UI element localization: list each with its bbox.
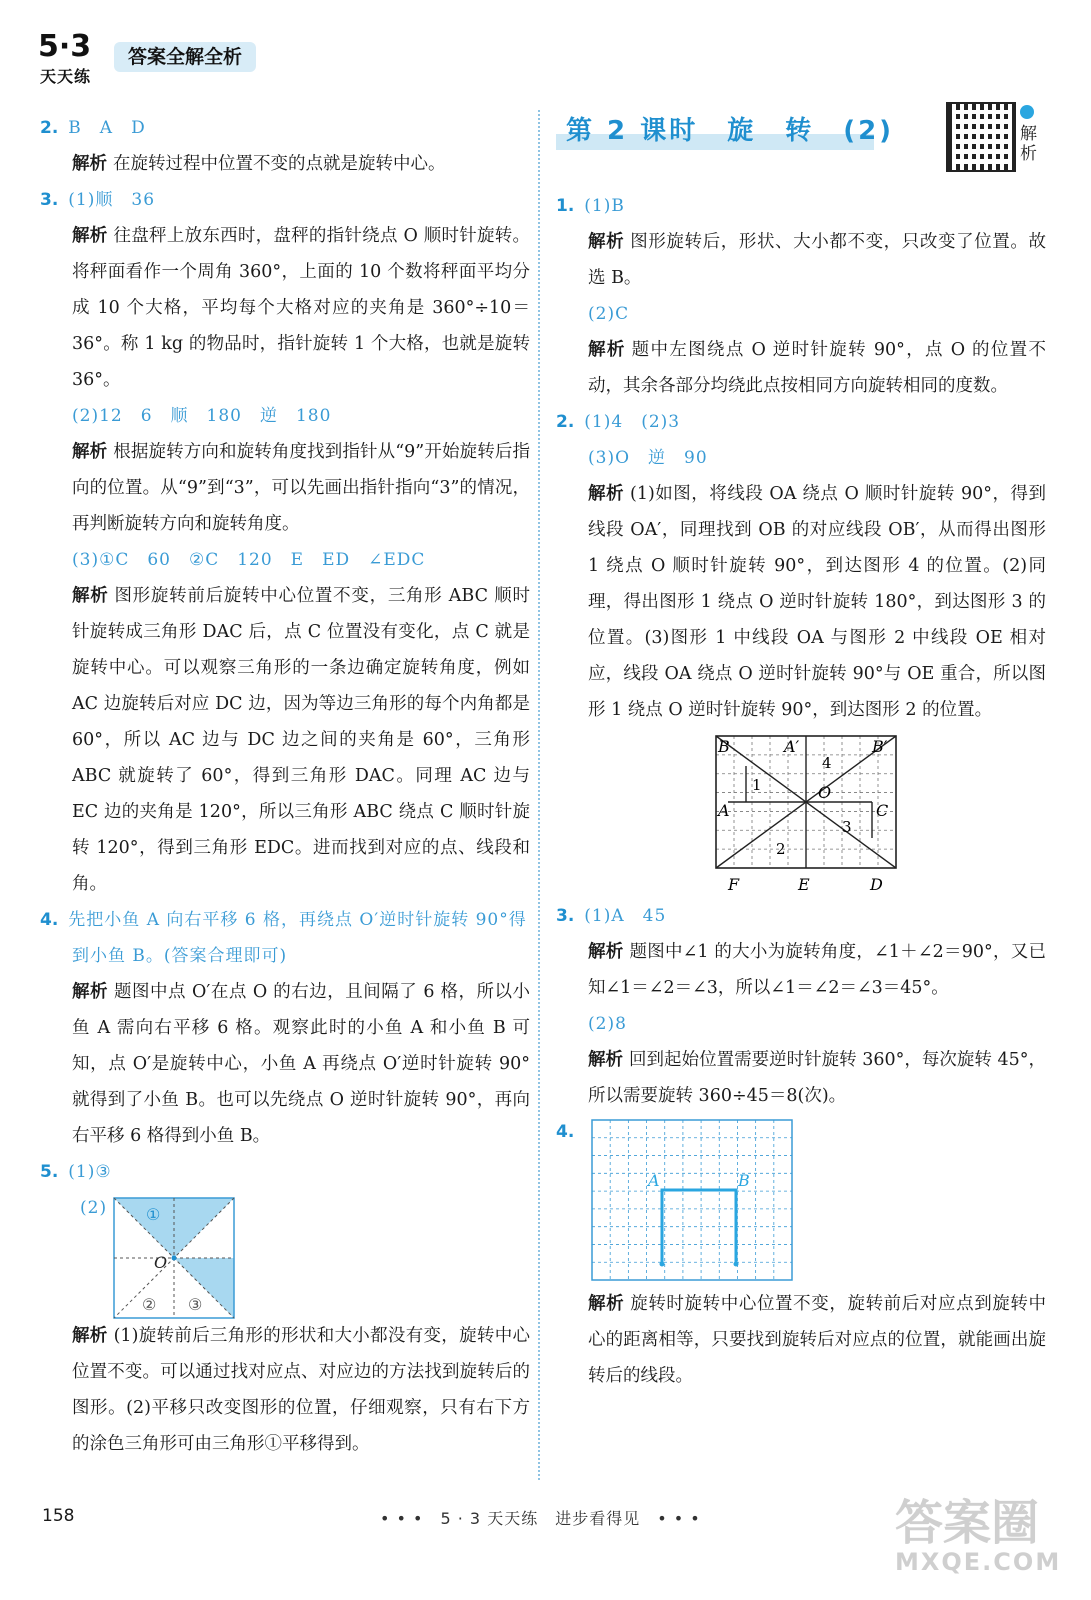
watermark-text: 答案圈 <box>895 1495 1040 1551</box>
analysis-tag: 解析 <box>72 1326 108 1346</box>
analysis-text: 题图中∠1 的大小为旋转角度，∠1＋∠2＝90°，又已知∠1＝∠2＝∠3，所以∠1＝∠2＝∠3＝45°。 <box>588 942 1047 998</box>
analysis <box>556 934 1046 1006</box>
analysis <box>40 1318 530 1462</box>
answer-line <box>556 296 1046 332</box>
label-B1: B′ <box>872 737 888 756</box>
right-column <box>556 104 1046 1394</box>
question-number: 1. <box>556 196 575 216</box>
answer: B A D <box>68 118 146 138</box>
qr-code[interactable] <box>946 102 1016 172</box>
analysis <box>40 146 530 182</box>
answer: (3)①C 60 ②C 120 E ED ∠EDC <box>72 550 426 570</box>
question-5 <box>40 1154 530 1190</box>
question-4 <box>40 902 530 974</box>
rotation-grid-figure <box>712 732 912 900</box>
analysis <box>40 434 530 542</box>
analysis-text: (1)如图，将线段 OA 绕点 O 顺时针旋转 90°，得到线段 OA′，同理找到 OB 的对应线段 OB′，从而得出图形 1 绕点 O 顺时针旋转 90°，到达图形 4 的位置。(2)同理，得出图形 1 绕点 O 逆时针旋转 180°，到达图形 3 的位置。(3)图形 1 中线段 OA 与图形 2 中线段 OE 相对应，线段 OA 绕点 O 逆时针旋转 90°与 OE 重合，所以图形 1 绕点 O 逆时针旋转 90°，到达图形 2 的位置。 <box>588 484 1047 720</box>
label-B: B <box>738 1171 750 1190</box>
watermark <box>895 1495 1062 1584</box>
label-A: A <box>648 1171 660 1190</box>
point-bottom-right <box>734 1262 739 1267</box>
left-column <box>40 110 530 1462</box>
analysis <box>40 578 530 902</box>
page-number: 158 <box>42 1506 75 1526</box>
analysis <box>556 476 1046 728</box>
analysis-tag: 解析 <box>588 232 625 252</box>
question-number: 3. <box>40 190 59 210</box>
analysis <box>556 1286 1046 1394</box>
answer-line <box>40 398 530 434</box>
label-2: 2 <box>776 840 786 858</box>
question-3 <box>556 898 1046 934</box>
question-1 <box>556 188 1046 224</box>
analysis-tag: 解析 <box>72 982 108 1002</box>
answer: (1)③ <box>68 1162 112 1182</box>
answer-figure-row <box>40 1190 530 1318</box>
label-4: 4 <box>822 754 832 772</box>
analysis <box>556 1042 1046 1114</box>
label-o: O <box>154 1253 168 1272</box>
analysis-text: 题图中点 O′在点 O 的右边，且间隔了 6 格，所以小鱼 A 需向右平移 6 格。观察此时的小鱼 A 和小鱼 B 可知，点 O′是旋转中心，小鱼 A 再绕点 O′逆时针旋转 90°就得到了小鱼 B。也可以先绕点 O 逆时针旋转 90°，再向右平移 6 格得到小鱼 B。 <box>72 982 530 1146</box>
page-header <box>38 30 438 90</box>
analysis <box>40 974 530 1154</box>
label-one: ① <box>146 1205 161 1224</box>
analysis-text: 往盘秤上放东西时，盘秤的指针绕点 O 顺时针旋转。将秤面看作一个周角 360°，上面的 10 个数将秤面平均分成 10 个大格，平均每个大格对应的夹角是 360°÷10＝36°。称 1 kg 的物品时，指针旋转 1 个大格，也就是旋转 36°。 <box>72 226 530 390</box>
grid-border <box>592 1120 792 1280</box>
label-B: B <box>718 737 730 756</box>
analysis-text: 旋转时旋转中心位置不变，旋转前后对应点到旋转中心的距离相等，只要找到旋转后对应点的位置，就能画出旋转后的线段。 <box>588 1294 1047 1386</box>
play-icon <box>1020 105 1034 119</box>
analysis-tag: 解析 <box>72 154 107 174</box>
dashed-grid <box>592 1120 792 1280</box>
footer-slogan: • • • 5 · 3 天天练 进步看得见 • • • <box>380 1509 701 1528</box>
analysis-tag: 解析 <box>72 226 108 246</box>
logo-subtext: 天天练 <box>40 67 92 86</box>
section-title <box>556 104 1046 164</box>
question-number: 2. <box>40 118 59 138</box>
analysis-text: 图形旋转前后旋转中心位置不变，三角形 ABC 顺时针旋转成三角形 DAC 后，点 C 位置没有变化，点 C 就是旋转中心。可以观察三角形的一条边确定旋转角度，例如 AC 边旋转后对应 DC 边，因为等边三角形的每个内角都是 60°，所以 AC 边与 DC 边之间的夹角是 60°，三角形 ABC 就旋转了 60°，得到三角形 DAC。同理 AC 边与 EC 边的夹角是 120°，所以三角形 ABC 绕点 C 顺时针旋转 120°，得到三角形 EDC。进而找到对应的点、线段和角。 <box>72 586 530 894</box>
header-title: 答案全解全析 <box>114 42 256 72</box>
rotation-grid-figure-row <box>556 728 1046 898</box>
point-bottom-left <box>660 1262 665 1267</box>
question-number: 4. <box>556 1122 575 1142</box>
answer: (1)4 (2)3 <box>584 412 681 432</box>
segment-grid-figure <box>590 1118 794 1284</box>
question-4 <box>556 1114 1046 1286</box>
label-C: C <box>876 801 889 820</box>
answer: (2) <box>80 1198 108 1218</box>
analysis-text: 题中左图绕点 O 逆时针旋转 90°，点 O 的位置不动，其余各部分均绕此点按相同方向旋转相同的度数。 <box>588 340 1047 396</box>
watermark-url: MXQE.COM <box>895 1548 1062 1576</box>
analysis-text: 在旋转过程中位置不变的点就是旋转中心。 <box>113 154 446 174</box>
label-three: ③ <box>188 1295 203 1314</box>
analysis-tag: 解析 <box>588 1050 624 1070</box>
analysis-tag: 解析 <box>588 484 625 504</box>
answer: (1)B <box>584 196 625 216</box>
analysis-text: 回到起始位置需要逆时针旋转 360°，每次旋转 45°，所以需要旋转 360÷45＝8(次)。 <box>588 1050 1047 1106</box>
qr-caption <box>1020 104 1042 164</box>
section-title-text: 第 2 课时 旋 转 (2) <box>566 116 895 146</box>
answer: (2)C <box>588 304 630 324</box>
analysis-text: 图形旋转后，形状、大小都不变，只改变了位置。故选 B。 <box>588 232 1047 288</box>
qr-pattern <box>954 110 1008 164</box>
center-point <box>172 1256 177 1261</box>
label-E: E <box>798 875 810 894</box>
analysis <box>40 218 530 398</box>
question-number: 2. <box>556 412 575 432</box>
answer-line <box>556 1006 1046 1042</box>
analysis-text: (1)旋转前后三角形的形状和大小都没有变，旋转中心位置不变。可以通过找对应点、对应边的方法找到旋转后的图形。(2)平移只改变图形的位置，仔细观察，只有右下方的涂色三角形可由三角形①平移得到。 <box>72 1326 530 1454</box>
label-D: D <box>870 875 883 894</box>
question-number: 5. <box>40 1162 59 1182</box>
logo <box>38 29 108 86</box>
question-number: 4. <box>40 910 59 930</box>
answer: (2)8 <box>588 1014 627 1034</box>
analysis-text: 根据旋转方向和旋转角度找到指针从“9”开始旋转后指向的位置。从“9”到“3”，可以先画出指针指向“3”的情况，再判断旋转方向和旋转角度。 <box>72 442 530 534</box>
answer: (1)A 45 <box>584 906 667 926</box>
analysis-tag: 解析 <box>588 340 626 360</box>
label-1: 1 <box>752 776 762 794</box>
answer: (1)顺 36 <box>68 190 156 210</box>
qr-caption-text: 解析 <box>1020 124 1037 164</box>
label-A: A <box>718 801 730 820</box>
answer: (2)12 6 顺 180 逆 180 <box>72 406 332 426</box>
label-A1: A′ <box>784 737 800 756</box>
label-3: 3 <box>842 818 852 836</box>
question-3 <box>40 182 530 218</box>
answer: 先把小鱼 A 向右平移 6 格，再绕点 O′逆时针旋转 90°得到小鱼 B。(答案合理即可) <box>68 910 527 966</box>
analysis-tag: 解析 <box>72 442 108 462</box>
analysis-tag: 解析 <box>588 942 624 962</box>
answer-line <box>556 440 1046 476</box>
label-two: ② <box>142 1295 157 1314</box>
analysis <box>556 332 1046 404</box>
analysis-tag: 解析 <box>72 586 109 606</box>
label-F: F <box>728 875 740 894</box>
column-divider <box>538 110 540 1480</box>
question-2 <box>40 110 530 146</box>
answer: (3)O 逆 90 <box>588 448 708 468</box>
question-2 <box>556 404 1046 440</box>
analysis-tag: 解析 <box>588 1294 625 1314</box>
label-O: O <box>818 783 832 802</box>
rotation-figure-square <box>112 1196 236 1320</box>
question-number: 3. <box>556 906 575 926</box>
logo-text: 5·3 <box>38 29 92 64</box>
analysis <box>556 224 1046 296</box>
answer-line <box>40 542 530 578</box>
